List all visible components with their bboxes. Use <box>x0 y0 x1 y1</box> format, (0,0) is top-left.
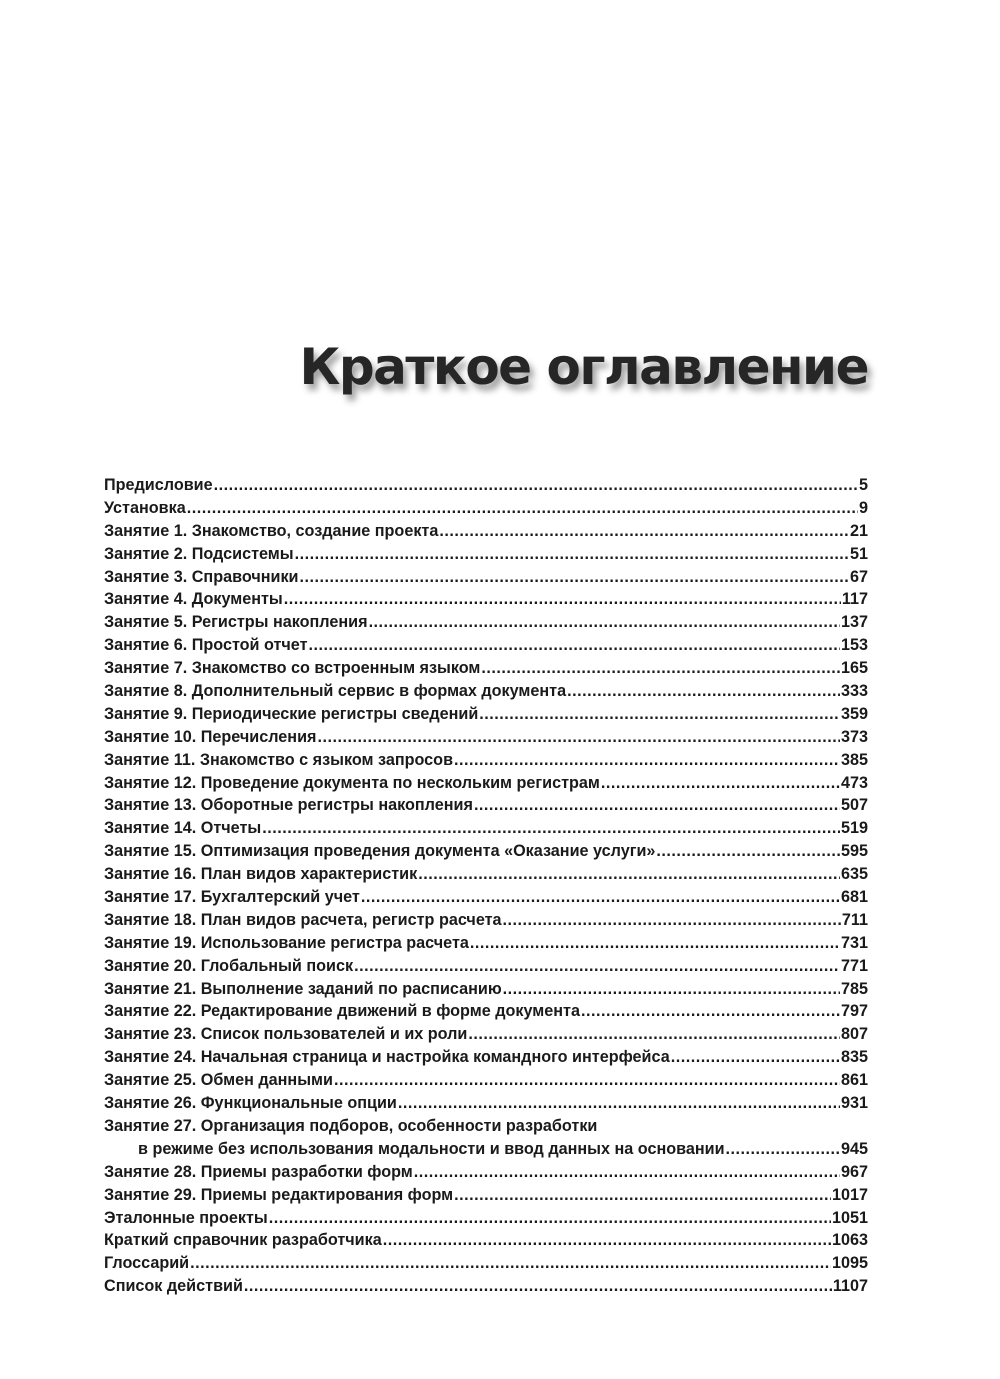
toc-entry-lesson-25 <box>104 1069 868 1092</box>
toc-entry-title: Занятие 24. Начальная страница и настройка командного интерфейса <box>104 1048 670 1067</box>
dot-leader <box>361 886 840 909</box>
toc-entry-page: 473 <box>840 773 868 792</box>
toc-entry-page: 519 <box>840 819 868 838</box>
toc-entry-lesson-10 <box>104 726 868 749</box>
toc-entry-title: Глоссарий <box>104 1254 190 1273</box>
toc-entry-title: Занятие 17. Бухгалтерский учет <box>104 888 360 907</box>
toc-entry-page: 137 <box>840 613 868 632</box>
toc-entry-title: Занятие 10. Перечисления <box>104 727 317 746</box>
toc-entry-lesson-18 <box>104 909 868 932</box>
dot-leader <box>503 978 840 1001</box>
toc-entry-title: Занятие 19. Использование регистра расчета <box>104 933 469 952</box>
dot-leader <box>309 634 840 657</box>
dot-leader <box>414 1161 840 1184</box>
dot-leader <box>369 611 840 634</box>
toc-entry-title: Занятие 4. Документы <box>104 590 283 609</box>
toc-entry-page: 771 <box>840 956 868 975</box>
toc-entry-page: 153 <box>840 636 868 655</box>
toc-entry-page: 5 <box>858 476 868 494</box>
toc-entry-title: Занятие 3. Справочники <box>104 567 299 586</box>
dot-leader <box>300 566 849 589</box>
page-title: Краткое оглавление <box>299 338 868 396</box>
toc-entry-lesson-19 <box>104 932 868 955</box>
toc-entry-lesson-17 <box>104 886 868 909</box>
dot-leader <box>656 840 840 863</box>
toc-entry-title: Занятие 8. Дополнительный сервис в формах документа <box>104 682 567 701</box>
toc-entry-lesson-23 <box>104 1023 868 1046</box>
toc-entry-title: Занятие 28. Приемы разработки форм <box>104 1162 413 1181</box>
dot-leader <box>503 909 841 932</box>
dot-leader <box>187 497 858 520</box>
toc-entry-lesson-6 <box>104 634 868 657</box>
toc-entry-page: 1017 <box>831 1185 868 1204</box>
dot-leader <box>214 474 858 497</box>
toc-entry-title: Занятие 23. Список пользователей и их роли <box>104 1025 468 1044</box>
dot-leader <box>269 1207 831 1230</box>
toc-entry-title: Занятие 5. Регистры накопления <box>104 613 368 632</box>
toc-entry-page: 359 <box>840 704 868 723</box>
toc-entry-lesson-1 <box>104 520 868 543</box>
toc-entry-lesson-5 <box>104 611 868 634</box>
toc-entry-lesson-8 <box>104 680 868 703</box>
toc-entry-page: 835 <box>840 1048 868 1067</box>
dot-leader <box>470 932 840 955</box>
toc-entry-lesson-4 <box>104 588 868 611</box>
toc-entry-title: Занятие 25. Обмен данными <box>104 1071 333 1090</box>
toc-entry-page: 931 <box>840 1094 868 1113</box>
toc-entry-installation <box>104 497 868 520</box>
toc-entry-lesson-3 <box>104 566 868 589</box>
toc-entry-lesson-24 <box>104 1046 868 1069</box>
toc-entry-title-continued: в режиме без использования модальности и ввод данных на основании <box>138 1139 725 1158</box>
dot-leader <box>418 863 840 886</box>
toc-entry-page: 967 <box>840 1162 868 1181</box>
dot-leader <box>262 817 840 840</box>
toc-entry-reference-projects <box>104 1207 868 1230</box>
dot-leader <box>454 749 840 772</box>
dot-leader <box>334 1069 840 1092</box>
dot-leader <box>671 1046 840 1069</box>
toc-entry-lesson-28 <box>104 1161 868 1184</box>
dot-leader <box>383 1229 831 1252</box>
dot-leader <box>481 657 840 680</box>
toc-entry-lesson-21 <box>104 978 868 1001</box>
toc-entry-page: 945 <box>840 1139 868 1158</box>
toc-entry-page: 635 <box>840 865 868 884</box>
dot-leader <box>581 1000 840 1023</box>
toc-entry-page: 1063 <box>831 1231 868 1250</box>
toc-entry-title: Список действий <box>104 1277 243 1296</box>
toc-entry-page: 595 <box>840 842 868 861</box>
toc-entry-title: Занятие 20. Глобальный поиск <box>104 956 354 975</box>
toc-entry-title: Установка <box>104 498 186 517</box>
toc-entry-page: 117 <box>841 590 868 609</box>
toc-entry-page: 333 <box>840 682 868 701</box>
toc-entry-page: 165 <box>840 659 868 678</box>
toc-entry-page: 711 <box>841 910 868 929</box>
toc-entry-page: 1107 <box>832 1277 868 1296</box>
toc-entry-page: 785 <box>840 979 868 998</box>
toc-entry-preface <box>104 474 868 497</box>
toc-entry-lesson-7 <box>104 657 868 680</box>
toc-entry-lesson-12 <box>104 772 868 795</box>
toc-entry-action-list <box>104 1275 868 1298</box>
toc-entry-lesson-15 <box>104 840 868 863</box>
dot-leader <box>398 1092 840 1115</box>
toc-entry-page: 1051 <box>831 1208 868 1227</box>
dot-leader <box>354 955 840 978</box>
dot-leader <box>468 1023 840 1046</box>
dot-leader <box>295 543 849 566</box>
toc-entry-title: Занятие 11. Знакомство с языком запросов <box>104 750 454 769</box>
toc-entry-page: 67 <box>849 567 868 586</box>
dot-leader <box>474 794 840 817</box>
toc-entry-title: Занятие 27. Организация подборов, особенности разработки <box>104 1116 598 1135</box>
toc-entry-title: Занятие 2. Подсистемы <box>104 544 294 563</box>
toc-entry-title: Занятие 1. Знакомство, создание проекта <box>104 521 439 540</box>
toc-entry-page: 807 <box>840 1025 868 1044</box>
toc-entry-title: Краткий справочник разработчика <box>104 1231 382 1250</box>
toc-entry-page: 797 <box>840 1002 868 1021</box>
toc-entry-title: Занятие 6. Простой отчет <box>104 636 308 655</box>
toc-entry-page: 681 <box>840 888 868 907</box>
dot-leader <box>479 703 840 726</box>
toc-entry-title: Занятие 16. План видов характеристик <box>104 865 418 884</box>
toc-entry-title: Занятие 22. Редактирование движений в форме документа <box>104 1002 580 1021</box>
toc-entry-lesson-22 <box>104 1000 868 1023</box>
toc-entry-page: 1095 <box>831 1254 868 1273</box>
dot-leader <box>317 726 840 749</box>
toc-entry-developer-reference <box>104 1229 868 1252</box>
toc-entry-glossary <box>104 1252 868 1275</box>
toc-entry-title: Занятие 14. Отчеты <box>104 819 262 838</box>
dot-leader <box>439 520 849 543</box>
toc-entry-title: Занятие 29. Приемы редактирования форм <box>104 1185 454 1204</box>
toc-entry-lesson-27 <box>104 1115 868 1161</box>
toc-entry-title: Занятие 26. Функциональные опции <box>104 1094 397 1113</box>
dot-leader <box>601 772 840 795</box>
toc-entry-title: Эталонные проекты <box>104 1208 268 1227</box>
toc-entry-title: Занятие 15. Оптимизация проведения документа «Оказание услуги» <box>104 842 656 861</box>
toc-entry-page: 21 <box>849 521 868 540</box>
toc-entry-title: Занятие 12. Проведение документа по нескольким регистрам <box>104 773 600 792</box>
toc-entry-title: Занятие 7. Знакомство со встроенным языком <box>104 659 481 678</box>
toc-entry-title: Предисловие <box>104 476 213 494</box>
toc-entry-page: 9 <box>858 498 868 517</box>
toc-entry-title: Занятие 9. Периодические регистры сведений <box>104 704 479 723</box>
table-of-contents <box>104 474 868 1298</box>
toc-entry-page: 51 <box>849 544 868 563</box>
toc-entry-page: 861 <box>840 1071 868 1090</box>
toc-entry-lesson-13 <box>104 794 868 817</box>
toc-entry-page: 385 <box>840 750 868 769</box>
dot-leader <box>244 1275 832 1298</box>
toc-entry-lesson-26 <box>104 1092 868 1115</box>
toc-entry-page: 731 <box>840 933 868 952</box>
toc-entry-page: 373 <box>840 727 868 746</box>
toc-entry-lesson-9 <box>104 703 868 726</box>
toc-entry-lesson-20 <box>104 955 868 978</box>
dot-leader <box>567 680 840 703</box>
toc-entry-lesson-29 <box>104 1184 868 1207</box>
toc-entry-lesson-11 <box>104 749 868 772</box>
toc-entry-title: Занятие 13. Оборотные регистры накопления <box>104 796 473 815</box>
toc-entry-title: Занятие 18. План видов расчета, регистр расчета <box>104 910 502 929</box>
toc-entry-title: Занятие 21. Выполнение заданий по расписанию <box>104 979 502 998</box>
toc-entry-lesson-14 <box>104 817 868 840</box>
toc-entry-lesson-2 <box>104 543 868 566</box>
toc-entry-page: 507 <box>840 796 868 815</box>
dot-leader <box>284 588 841 611</box>
dot-leader <box>190 1252 831 1275</box>
toc-entry-lesson-16 <box>104 863 868 886</box>
dot-leader <box>726 1138 840 1161</box>
dot-leader <box>454 1184 831 1207</box>
